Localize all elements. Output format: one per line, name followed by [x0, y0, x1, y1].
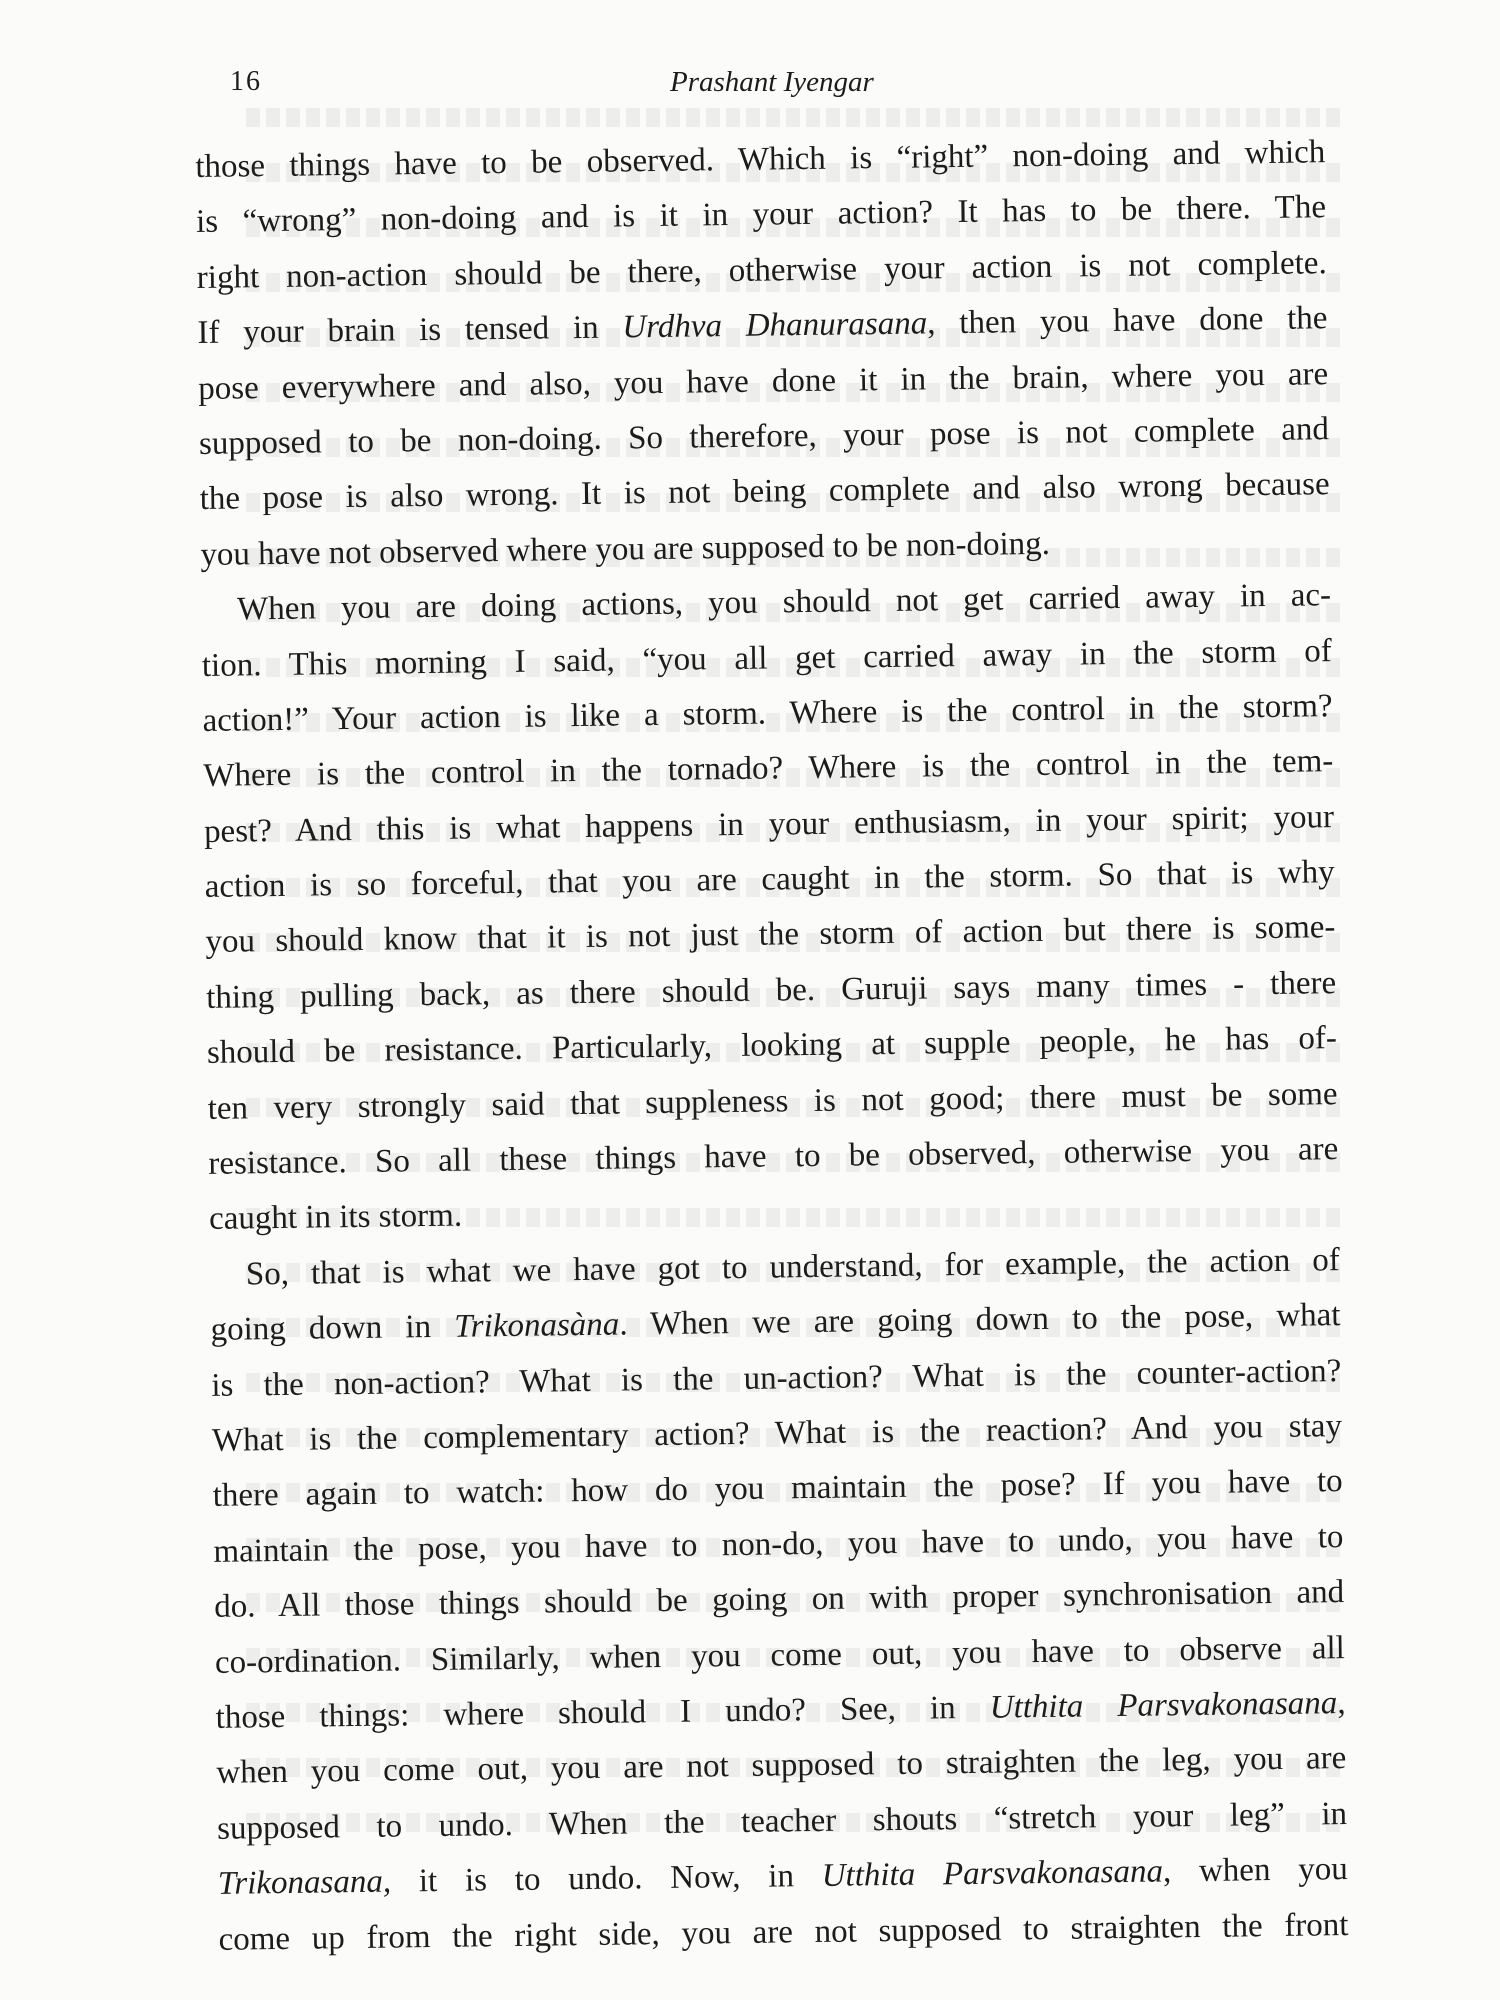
text-line: the pose is also wrong. It is not being complete and also wrong because	[199, 466, 1330, 518]
text-line: you should know that it is not just the storm of action but there is some-	[205, 909, 1336, 961]
text-line: So, that is what we have got to understand, for example, the action of	[245, 1241, 1340, 1293]
text-line: going down in Trikonasàna. When we are going down to the pose, what	[210, 1297, 1341, 1349]
text-line: caught in its storm.	[208, 1198, 463, 1238]
text-line: action is so forceful, that you are caught in the storm. So that is why	[204, 854, 1335, 906]
text-line: maintain the pose, you have to non-do, you have to undo, you have to	[213, 1518, 1344, 1570]
text-line: ten very strongly said that suppleness is not good; there must be some	[207, 1075, 1338, 1127]
text-line: is “wrong” non-doing and is it in your action? It has to be there. The	[195, 189, 1327, 241]
text-line: resistance. So all these things have to be observed, otherwise you are	[208, 1131, 1339, 1182]
text-line: those things have to be observed. Which is “right” non-doing and which	[195, 134, 1326, 185]
text-line: Where is the control in the tornado? Where is the control in the tem-	[203, 743, 1334, 795]
body-text	[195, 125, 1349, 1968]
page-number: 16	[230, 66, 262, 97]
text-line: pose everywhere and also, you have done it in the brain, where you are	[198, 355, 1329, 407]
text-line: tion. This morning I said, “you all get carried away in the storm of	[201, 632, 1333, 684]
text-line: when you come out, you are not supposed to straighten the leg, you are	[216, 1740, 1347, 1792]
text-line: Trikonasana, it is to undo. Now, in Utthita Parsvakonasana, when you	[217, 1851, 1348, 1902]
text-line: there again to watch: how do you maintain the pose? If you have to	[212, 1463, 1343, 1515]
text-line: What is the complementary action? What is the reaction? And you stay	[211, 1408, 1343, 1459]
text-line: those things: where should I undo? See, in Utthita Parsvakonasana,	[215, 1685, 1346, 1736]
text-line: supposed to be non-doing. So therefore, your pose is not complete and	[198, 411, 1330, 462]
text-line: supposed to undo. When the teacher shouts “stretch your leg” in	[216, 1795, 1348, 1847]
text-line: come up from the right side, you are not supposed to straighten the front	[218, 1906, 1349, 1958]
running-head: Prashant Iyengar	[670, 66, 874, 98]
text-line: pest? And this is what happens in your enthusiasm, in your spirit; your	[203, 798, 1335, 850]
text-line: thing pulling back, as there should be. Guruji says many times - there	[205, 964, 1337, 1016]
text-line: When you are doing actions, you should not get carried away in ac-	[236, 577, 1332, 628]
text-line: should be resistance. Particularly, looking at supple people, he has of-	[206, 1020, 1338, 1072]
text-line: co-ordination. Similarly, when you come out, you have to observe all	[214, 1629, 1346, 1681]
text-line: you have not observed where you are supposed to be non-doing.	[200, 525, 1051, 573]
text-line: right non-action should be there, otherwise your action is not complete.	[196, 244, 1327, 296]
text-line: do. All those things should be going on with proper synchronisation and	[213, 1574, 1345, 1626]
text-line: is the non-action? What is the un-action? What is the counter-action?	[211, 1352, 1342, 1404]
page-header	[230, 66, 1340, 106]
text-line: If your brain is tensed in Urdhva Dhanurasana, then you have done the	[197, 300, 1328, 352]
text-line: action!” Your action is like a storm. Where is the control in the storm?	[202, 688, 1333, 739]
